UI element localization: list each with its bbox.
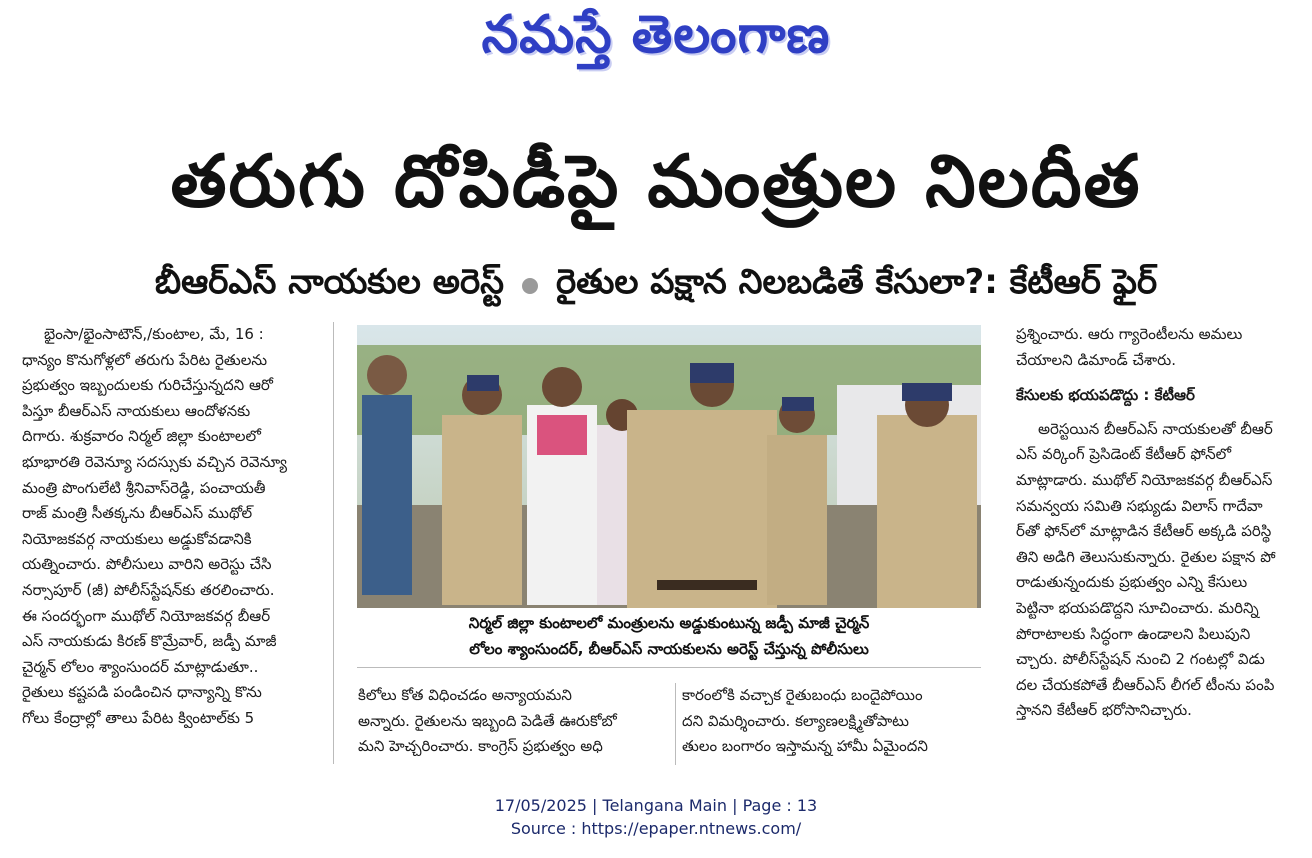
text-line: ఎస్ వర్కింగ్ ప్రెసిడెంట్ కేటీఆర్ ఫోన్‌లో bbox=[1016, 445, 1232, 464]
text-line: అన్నారు. రైతులను ఇబ్బంది పెడితే ఊరుకోబో bbox=[358, 711, 617, 730]
news-photo bbox=[357, 325, 981, 608]
text-line: ఈ సందర్భంగా ముథోల్ నియోజకవర్గ బీఆర్ bbox=[22, 606, 271, 625]
text-line: అరెస్టయిన బీఆర్ఎస్ నాయకులతో బీఆర్ bbox=[1038, 419, 1273, 438]
text-line: నర్సాపూర్ (జీ) పోలీస్‌స్టేషన్‌కు తరలించారు. bbox=[22, 580, 275, 599]
subheadline bbox=[0, 258, 1312, 314]
photo-caption bbox=[357, 610, 981, 668]
right-column-top bbox=[1016, 322, 1312, 373]
text-line: చేయాలని డిమాండ్ చేశారు. bbox=[1016, 350, 1177, 369]
text-line: ఎస్ నాయకుడు కిరణ్ కొమ్రేవార్, జడ్పీ మాజీ bbox=[22, 632, 277, 651]
subhead-right: రైతుల పక్షాన నిలబడితే కేసులా?: కేటీఆర్ ఫైర్ bbox=[555, 262, 1158, 302]
text-line: పిస్తూ బీఆర్ఎస్ నాయకులు ఆందోళనకు bbox=[22, 401, 251, 420]
middle-column-2 bbox=[675, 683, 985, 765]
caption-line-1: నిర్మల్ జిల్లా కుంటాలలో మంత్రులను అడ్డుకుంటున్న జడ్పీ మాజీ చైర్మన్ bbox=[468, 614, 870, 632]
text-line: ర్‌తో ఫోన్‌లో మాట్లాడిన కేటీఆర్ అక్కడి పరిస్థి bbox=[1016, 522, 1272, 541]
bullet-icon bbox=[522, 278, 538, 294]
text-line: కిలోలు కోత విధించడం అన్యాయమని bbox=[358, 686, 572, 704]
text-line: దల చేయకపోతే బీఆర్ఎస్ లీగల్ టీంను పంపి bbox=[1016, 675, 1275, 694]
text-line: ప్రశ్నించారు. ఆరు గ్యారెంటీలను అమలు bbox=[1016, 325, 1243, 343]
text-line: యత్నించారు. పోలీసులు వారిని అరెస్టు చేసి bbox=[22, 555, 272, 574]
text-line: ధాన్యం కొనుగోళ్లలో తరుగు పేరిట రైతులను bbox=[22, 350, 268, 369]
middle-column-1 bbox=[352, 683, 664, 765]
footer-source: Source : https://epaper.ntnews.com/ bbox=[510, 819, 802, 838]
text-line: దిగారు. శుక్రవారం నిర్మల్ జిల్లా కుంటాలలో bbox=[22, 427, 261, 446]
newspaper-logo: నమస్తే తెలంగాణ bbox=[481, 4, 831, 65]
text-line: మాట్లాడారు. ముథోల్ నియోజకవర్గ బీఆర్ఎస్ bbox=[1016, 470, 1273, 489]
headline-text: తరుగు దోపిడీపై మంత్రుల నిలదీత bbox=[170, 139, 1142, 223]
footer bbox=[0, 794, 1312, 844]
subsection-title: కేసులకు భయపడొద్దు : కేటీఆర్ bbox=[1016, 386, 1195, 405]
caption-line-2: లోలం శ్యాంసుందర్, బీఆర్ఎస్ నాయకులను అరెస్ట్ చేస్తున్న పోలీసులు bbox=[469, 640, 869, 658]
text-line: నియోజకవర్గ నాయకులు అడ్డుకోవడానికి bbox=[22, 529, 252, 548]
text-line: తులం బంగారం ఇస్తామన్న హామీ ఏమైందని bbox=[682, 737, 928, 756]
text-line: కారంలోకి వచ్చాక రైతుబంధు బందైపోయిం bbox=[682, 686, 923, 704]
text-line: పోరాటాలకు సిద్ధంగా ఉండాలని పిలుపుని bbox=[1016, 624, 1251, 643]
text-line: మంత్రి పొంగులేటి శ్రీనివాస్‌రెడ్డి, పంచాయతీ bbox=[22, 478, 266, 497]
text-line: మని హెచ్చరించారు. కాంగ్రెస్ ప్రభుత్వం అధి bbox=[358, 737, 603, 756]
text-line: భైంసా/భైంసాటౌన్,/కుంటాల, మే, 16 : bbox=[44, 325, 264, 343]
headline bbox=[0, 135, 1312, 245]
right-column-bottom bbox=[1016, 417, 1312, 724]
text-line: దని విమర్శించారు. కల్యాణలక్ష్మితోపాటు bbox=[682, 711, 909, 730]
left-column bbox=[22, 322, 334, 764]
text-line: గోలు కేంద్రాల్లో తాలు పేరిట క్వింటాల్‌కు 5 bbox=[22, 708, 255, 727]
right-column bbox=[1010, 322, 1312, 764]
text-line: రైతులు కష్టపడి పండించిన ధాన్యాన్ని కొను bbox=[22, 683, 262, 702]
text-line: భూభారతి రెవెన్యూ సదస్సుకు వచ్చిన రెవెన్యూ bbox=[22, 452, 287, 471]
police-arrest-photo bbox=[357, 325, 981, 608]
text-line: స్తానని కేటీఆర్ భరోసానిచ్చారు. bbox=[1016, 701, 1192, 720]
text-line: సమన్వయ సమితి సభ్యుడు విలాస్ గాదేవా bbox=[1016, 496, 1263, 515]
masthead bbox=[0, 0, 1312, 82]
footer-date-page: 17/05/2025 | Telangana Main | Page : 13 bbox=[494, 796, 818, 815]
text-line: రాజ్ మంత్రి సీతక్కను బీఆర్ఎస్ ముథోల్ bbox=[22, 504, 253, 523]
text-line: ప్రభుత్వం ఇబ్బందులకు గురిచేస్తున్నదని ఆరో bbox=[22, 376, 273, 395]
text-line: చ్చారు. పోలీస్‌స్టేషన్ నుంచి 2 గంటల్లో విడు bbox=[1016, 650, 1265, 669]
text-line: పెట్టినా భయపడొద్దని సూచించారు. మరిన్ని bbox=[1016, 598, 1259, 617]
text-line: చైర్మన్ లోలం శ్యాంసుందర్ మాట్లాడుతూ.. bbox=[22, 657, 259, 676]
text-line: తిని అడిగి తెలుసుకున్నారు. రైతుల పక్షాన పో bbox=[1016, 547, 1276, 566]
text-line: రాడుతున్నందుకు ప్రభుత్వం ఎన్ని కేసులు bbox=[1016, 573, 1248, 592]
subhead-left: బీఆర్ఎస్ నాయకుల అరెస్ట్ bbox=[154, 262, 504, 302]
